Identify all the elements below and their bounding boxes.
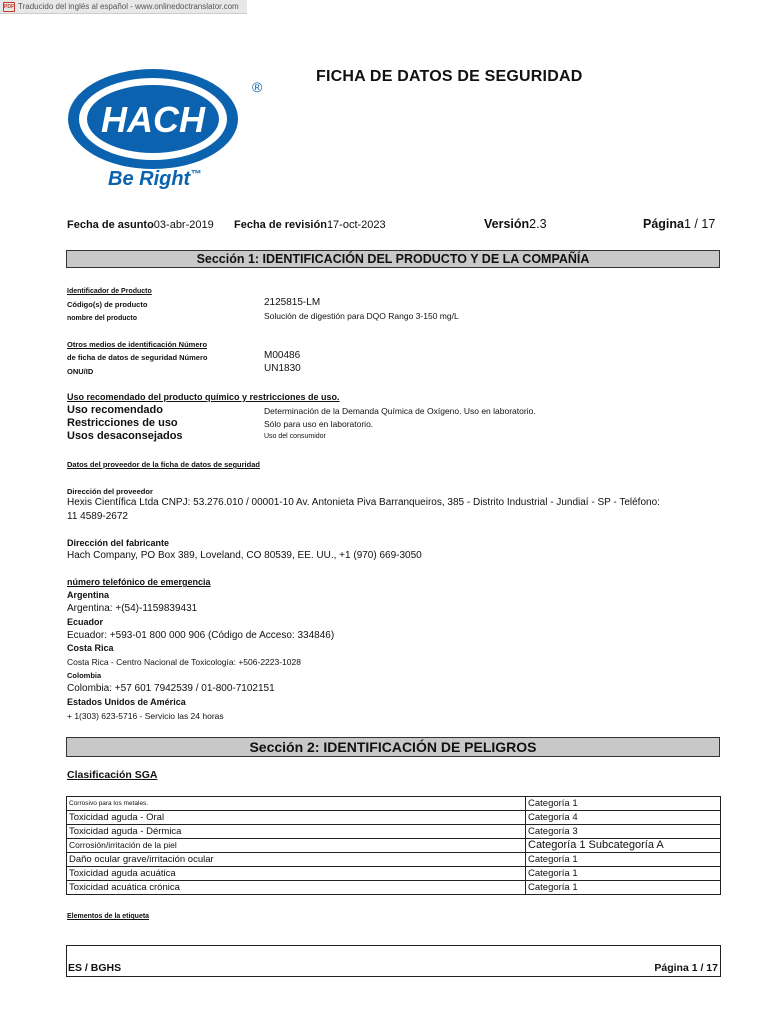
emergency-phone: Ecuador: +593-01 800 000 906 (Código de Acceso: 334846) xyxy=(67,630,335,641)
table-row xyxy=(67,825,721,839)
product-identifier-heading: Identificador de Producto xyxy=(67,288,152,295)
category-cell: Categoría 1 xyxy=(526,797,721,811)
supplier-address-label: Dirección del proveedor xyxy=(67,487,153,496)
emergency-country: Estados Unidos de América xyxy=(67,697,186,707)
recommended-use-label: Uso recomendado xyxy=(67,404,163,416)
emergency-country: Colombia xyxy=(67,671,102,680)
page-indicator xyxy=(643,217,715,231)
hazard-cell: Toxicidad acuática crónica xyxy=(67,881,526,895)
product-name-value: Solución de digestión para DQO Rango 3-150 mg/L xyxy=(264,311,459,321)
other-means-heading: Otros medios de identificación Número xyxy=(67,340,208,349)
emergency-heading: número telefónico de emergencia xyxy=(67,577,211,587)
category-cell: Categoría 1 xyxy=(526,867,721,881)
hazard-cell: Daño ocular grave/irritación ocular xyxy=(67,853,526,867)
table-row xyxy=(67,881,721,895)
revision-date-label: Fecha de revisión xyxy=(234,219,327,231)
category-cell: Categoría 4 xyxy=(526,811,721,825)
category-cell: Categoría 1 xyxy=(526,881,721,895)
page-label: Página xyxy=(643,217,684,231)
use-heading: Uso recomendado del producto químico y restricciones de uso. xyxy=(67,392,340,402)
category-cell: Categoría 3 xyxy=(526,825,721,839)
translator-banner-text: Traducido del inglés al español - www.onlinedoctranslator.com xyxy=(18,2,239,11)
revision-date xyxy=(234,219,386,231)
classification-heading: Clasificación SGA xyxy=(67,769,158,781)
section-1-header: Sección 1: IDENTIFICACIÓN DEL PRODUCTO Y DE LA COMPAÑÍA xyxy=(66,250,720,268)
table-row xyxy=(67,811,721,825)
table-row xyxy=(67,839,721,853)
table-row xyxy=(67,797,721,811)
hazard-cell: Toxicidad aguda - Dérmica xyxy=(67,825,526,839)
discouraged-uses-value: Uso del consumidor xyxy=(264,433,326,440)
un-value: UN1830 xyxy=(264,363,301,374)
emergency-phone: + 1(303) 623-5716 - Servicio las 24 horas xyxy=(67,711,224,721)
emergency-phone: Costa Rica - Centro Nacional de Toxicología: +506-2223-1028 xyxy=(67,657,301,667)
category-cell: Categoría 1 Subcategoría A xyxy=(526,839,721,853)
sds-number-label: de ficha de datos de seguridad Número xyxy=(67,353,208,362)
page-value: 1 / 17 xyxy=(684,217,716,231)
pdf-icon: PDF xyxy=(4,3,14,10)
issue-date xyxy=(67,219,214,231)
version xyxy=(484,217,547,231)
trademark-mark: ™ xyxy=(190,168,202,181)
restrictions-value: Sólo para uso en laboratorio. xyxy=(264,419,374,429)
supplier-address-line-2: 11 4589-2672 xyxy=(67,511,128,522)
emergency-phone: Argentina: +(54)-1159839431 xyxy=(67,603,198,614)
recommended-use-value: Determinación de la Demanda Química de Oxígeno. Uso en laboratorio. xyxy=(264,406,536,416)
hazard-cell: Toxicidad aguda acuática xyxy=(67,867,526,881)
supplier-heading: Datos del proveedor de la ficha de datos de seguridad xyxy=(67,460,260,469)
sds-number-value: M00486 xyxy=(264,350,301,361)
manufacturer-value: Hach Company, PO Box 389, Loveland, CO 80539, EE. UU., +1 (970) 669-3050 xyxy=(67,550,422,561)
category-cell: Categoría 1 xyxy=(526,853,721,867)
footer-box xyxy=(66,945,721,977)
supplier-address-line-1: Hexis Científica Ltda CNPJ: 53.276.010 / 00001-10 Av. Antonieta Piva Barranqueiros, 385 - Distrito Industrial - Jundiaí - SP - Teléfono: xyxy=(67,497,660,508)
table-row xyxy=(67,853,721,867)
product-name-label: nombre del producto xyxy=(67,315,137,322)
emergency-country: Argentina xyxy=(67,590,110,600)
logo-tagline-text: Be Right xyxy=(108,168,191,190)
section-2-header: Sección 2: IDENTIFICACIÓN DE PELIGROS xyxy=(66,737,720,757)
revision-date-value: 17-oct-2023 xyxy=(326,219,386,231)
hazard-cell: Toxicidad aguda - Oral xyxy=(67,811,526,825)
product-code-label: Código(s) de producto xyxy=(67,300,148,309)
un-label: ONU/ID xyxy=(67,367,94,376)
hazard-cell: Corrosión/irritación de la piel xyxy=(67,839,526,853)
logo-wordmark: HACH xyxy=(101,99,205,140)
footer-page-number: Página 1 / 17 xyxy=(654,962,718,974)
emergency-phone: Colombia: +57 601 7942539 / 01-800-7102151 xyxy=(67,683,275,694)
version-value: 2.3 xyxy=(529,217,547,231)
hazard-cell: Corrosivo para los metales. xyxy=(67,797,526,811)
version-label: Versión xyxy=(484,217,530,231)
document-title: FICHA DE DATOS DE SEGURIDAD xyxy=(316,68,583,85)
manufacturer-label: Dirección del fabricante xyxy=(67,538,170,548)
footer-document-code: ES / BGHS xyxy=(68,962,122,974)
translator-banner[interactable] xyxy=(0,0,247,14)
emergency-country: Costa Rica xyxy=(67,643,114,653)
issue-date-value: 03-abr-2019 xyxy=(153,219,214,231)
discouraged-uses-label: Usos desaconsejados xyxy=(67,430,183,442)
restrictions-label: Restricciones de uso xyxy=(67,417,178,429)
logo-tagline xyxy=(108,168,201,191)
issue-date-label: Fecha de asunto xyxy=(67,219,154,231)
label-elements-heading: Elementos de la etiqueta xyxy=(67,913,150,920)
product-code-value: 2125815-LM xyxy=(264,297,321,308)
registered-mark: ® xyxy=(252,79,263,95)
ghs-classification-table xyxy=(66,796,721,895)
table-row xyxy=(67,867,721,881)
emergency-country: Ecuador xyxy=(67,617,104,627)
